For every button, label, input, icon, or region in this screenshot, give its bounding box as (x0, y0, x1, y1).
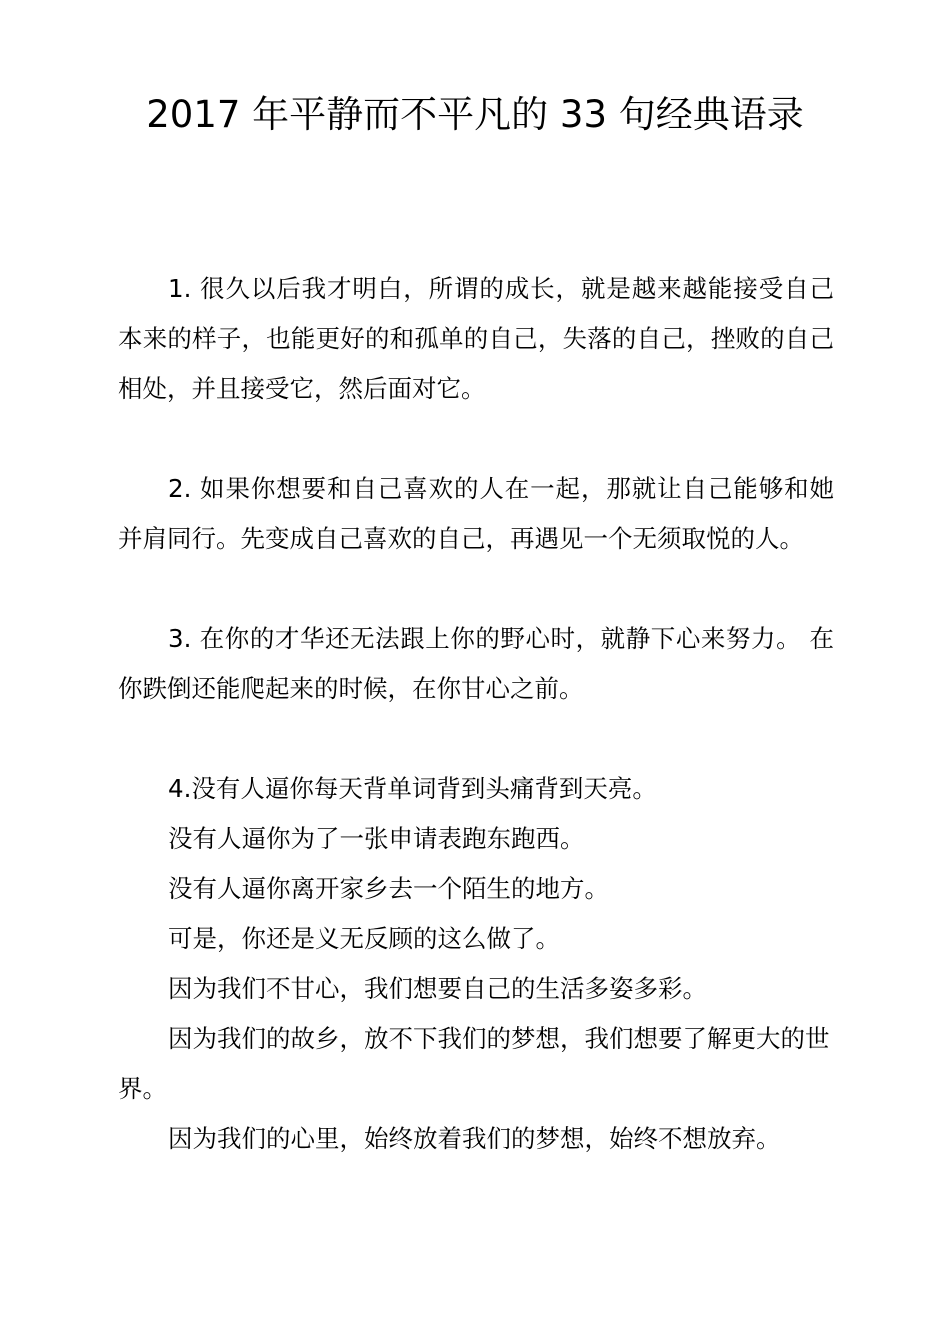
paragraph-4-line-5: 因为我们不甘心，我们想要自己的生活多姿多彩。 (168, 974, 707, 1003)
paragraph-4-line-2: 没有人逼你为了一张申请表跑东跑西。 (168, 824, 585, 853)
paragraph-4-line-4: 可是，你还是义无反顾的这么做了。 (168, 924, 560, 953)
paragraph-4-line-1: 4.没有人逼你每天背单词背到头痛背到天亮。 (168, 774, 657, 803)
paragraph-spacer (118, 414, 834, 464)
paragraph-spacer (118, 714, 834, 764)
paragraph-1: 1. 很久以后我才明白，所谓的成长，就是越来越能接受自己本来的样子，也能更好的和孤单的自己，失落的自己，挫败的自己相处，并且接受它，然后面对它。 (118, 274, 834, 403)
paragraph-4-line-7: 因为我们的心里，始终放着我们的梦想，始终不想放弃。 (168, 1124, 781, 1153)
paragraph-3: 3. 在你的才华还无法跟上你的野心时，就静下心来努力。 在你跌倒还能爬起来的时候，在你甘心之前。 (118, 624, 834, 703)
document-title: 2017 年平静而不平凡的 33 句经典语录 (146, 93, 804, 136)
paragraph-spacer (118, 564, 834, 614)
paragraph-2: 2. 如果你想要和自己喜欢的人在一起，那就让自己能够和她并肩同行。先变成自己喜欢的自己，再遇见一个无须取悦的人。 (118, 474, 834, 553)
paragraph-4-line-3: 没有人逼你离开家乡去一个陌生的地方。 (168, 874, 609, 903)
paragraph-4-line-6: 因为我们的故乡，放不下我们的梦想，我们想要了解更大的世界。 (118, 1024, 830, 1103)
document-body (118, 264, 834, 1164)
